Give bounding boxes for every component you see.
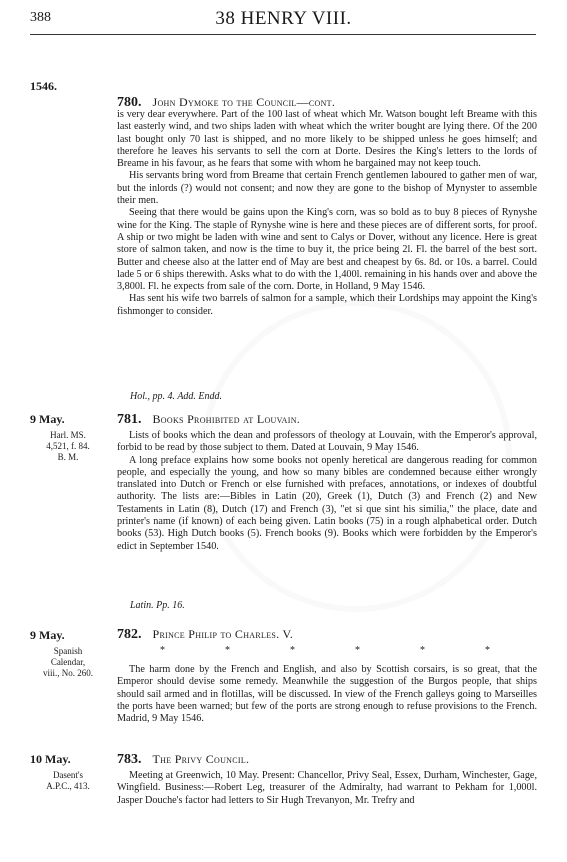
ref-line: Dasent's (52, 770, 84, 780)
margin-ref-782 (30, 646, 106, 679)
paragraph: is very dear everywhere. Part of the 100 last of wheat which Mr. Watson bought left Breame with this last easterly wind, and two ships laden with wheat which the writer bought are lying there. Of the 200 last bought only 70 last is shipped, and no more likely to be shipped unless he goes himself; and therefore he leaves his servants to sell the corn at Dorte. Desires the King's letters to the lords of Breame in his favour, as he fears that some with whom he bargained may not keep touch. (117, 109, 537, 170)
entry-781-heading (117, 412, 300, 428)
entry-title: The Privy Council. (152, 752, 250, 766)
paragraph: A long preface explains how some books not openly heretical are dangerous reading for common people, and especially the young, and how so many bibles are condemned because either wrongly translated into Dutch or French or else furnished with prefaces, annotations, or indexes of doubtful authority. The lists are:—Bibles in Latin (20), Greek (1), Dutch (3) and French (2) and New Testaments in Latin (8), Dutch (17) and French (3), "et si que sint his similia," the place, date and printer's name (if known) of each being given. Latin books (75) in a rough alphabetical order. Dutch books (53). High Dutch books (5). French books (9). Books which were forbidden by the Emperor's edict in September 1540. (117, 454, 537, 552)
star: * (485, 645, 490, 656)
header-rule (30, 34, 536, 35)
margin-ref-783 (30, 770, 106, 792)
ref-line: 4,521, f. 84. (46, 441, 90, 451)
entry-number: 783. (117, 752, 142, 767)
page-header (0, 8, 567, 30)
entry-number: 780. (117, 95, 142, 110)
ref-line: Spanish (53, 646, 83, 656)
entry-781-body (117, 430, 537, 553)
margin-date-783: 10 May. (30, 752, 71, 766)
star: * (355, 645, 360, 656)
ref-line: B. M. (57, 452, 79, 462)
margin-date-781: 9 May. (30, 412, 65, 426)
paragraph: Seeing that there would be gains upon the King's corn, was so bold as to buy 8 pieces of Rynyshe wine for the King. The staple of Rynyshe wine is here and these pieces are of different sorts, for proof. A ship or two might be laden with wine and sent to Calys or Dover, without any licence. Here is great store of salmon taken, and now is the time to buy it, the price being 2l. Fl. the barrel of the best sort. Butter and cheese also at the latter end of May are best and cheapest by 6s. 8d. or 10s. a barrel. Could lade 5 or 6 ships therewith. Asks what to do with the 1,400l. remaining in his hands over and above the 3,800l. Fl. he expects from sale of the corn. Dorte, in Holland, 9 May 1546. (117, 207, 537, 293)
ref-line: viii., No. 260. (42, 668, 93, 678)
entry-780-meta: Hol., pp. 4. Add. Endd. (130, 391, 223, 402)
entry-782-heading (117, 627, 293, 643)
ellipsis-stars (160, 645, 490, 656)
page-number: 388 (30, 10, 51, 25)
running-title: 38 HENRY VIII. (215, 8, 352, 29)
entry-number: 781. (117, 412, 142, 427)
entry-number: 782. (117, 627, 142, 642)
ref-line: Harl. MS. (50, 430, 86, 440)
entry-782-body (117, 664, 537, 725)
star: * (225, 645, 230, 656)
entry-783-heading (117, 752, 249, 768)
entry-781-meta: Latin. Pp. 16. (130, 600, 185, 611)
paragraph: The harm done by the French and English, and also by Scottish corsairs, is so great, that the Emperor should devise some remedy. Meanwhile the suggestion of the Burgos people, that ships should sail armed and in flotillas, will be discussed. In view of the French galleys going to Marseilles the ports have been warned; but few of the ports are strong enough to refuse provisions to the French. Madrid, 9 May 1546. (117, 664, 537, 725)
ref-line: A.P.C., 413. (46, 781, 90, 791)
entry-title: Books Prohibited at Louvain. (152, 412, 301, 426)
star: * (290, 645, 295, 656)
paragraph: Lists of books which the dean and professors of theology at Louvain, with the Emperor's approval, forbid to be read by those subject to them. Dated at Louvain, 9 May 1546. (117, 430, 537, 454)
margin-ref-781 (30, 430, 106, 463)
margin-date-782: 9 May. (30, 628, 65, 642)
entry-780-body (117, 109, 537, 318)
paragraph: Has sent his wife two barrels of salmon for a sample, which their Lordships may appoint the King's fishmonger to consider. (117, 293, 537, 317)
entry-title: John Dymoke to the Council—cont. (152, 95, 336, 109)
star: * (420, 645, 425, 656)
paragraph: Meeting at Greenwich, 10 May. Present: Chancellor, Privy Seal, Essex, Durham, Winchester, Gage, Wingfield. Business:—Robert Leg, treasurer of the Admiralty, had warrant to Pekham for 1,000l. Jasper Douche's factor had letters to Sir Hugh Trevanyon, Mr. Trefry and (117, 770, 537, 806)
entry-783-body (117, 770, 537, 807)
margin-year: 1546. (30, 79, 57, 93)
ref-line: Calendar, (50, 657, 86, 667)
star: * (160, 645, 165, 656)
paragraph: His servants bring word from Breame that certain French gentlemen laboured to gather men of war, but the inlords (?) would not consent; and now they are gone to the bishop of Mynyster to assemble their men. (117, 170, 537, 207)
entry-title: Prince Philip to Charles. V. (152, 627, 294, 641)
